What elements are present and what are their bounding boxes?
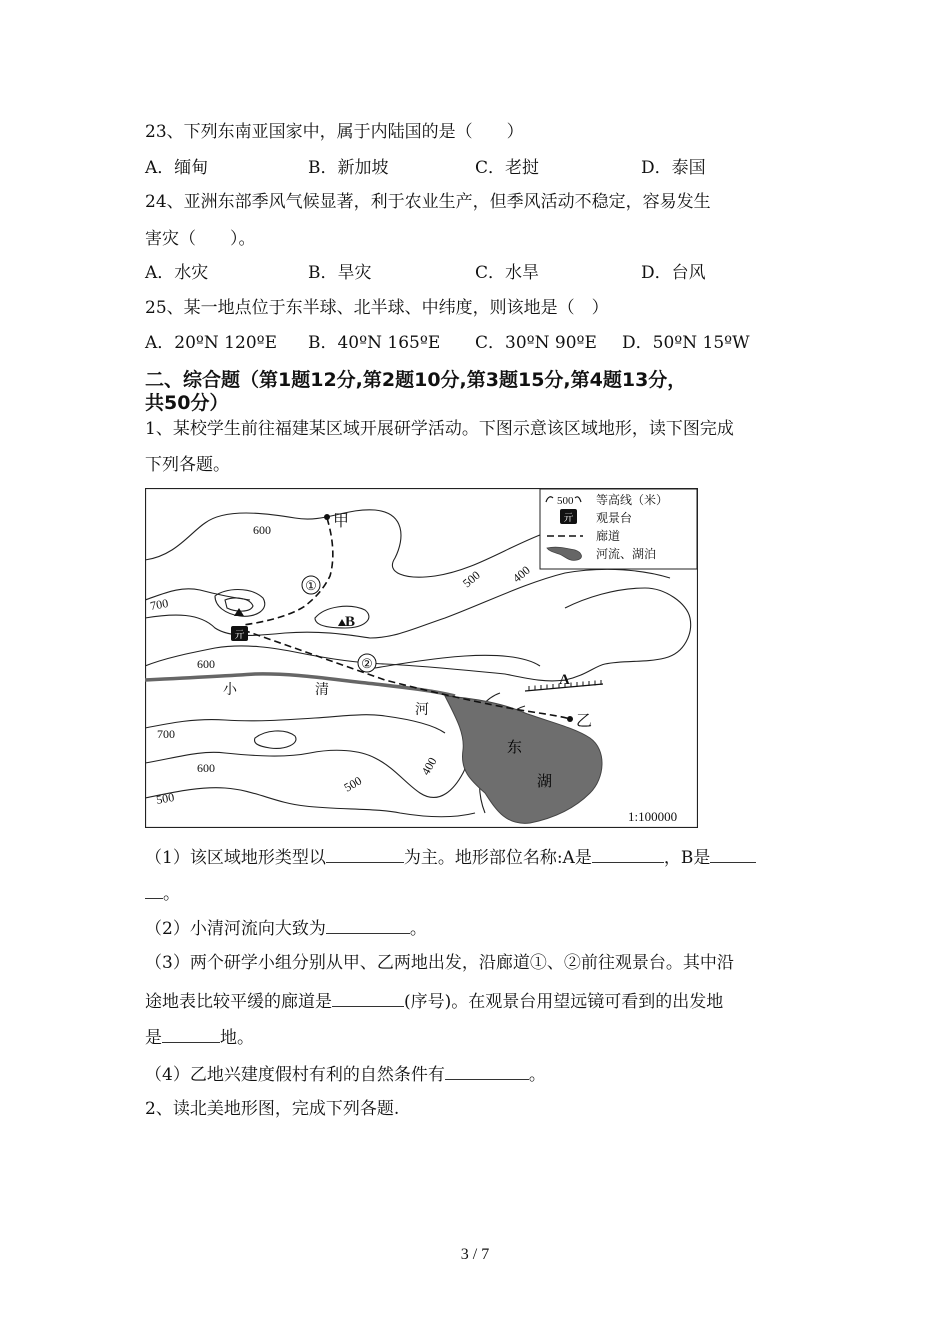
q24-option-b: B．旱灾 (308, 263, 372, 283)
sub4-part-b: 。 (528, 1065, 546, 1085)
river-name-char: 清 (315, 683, 329, 698)
contour-label: 500 (459, 568, 483, 591)
sub3-line1: （3）两个研学小组分别从甲、乙两地出发，沿廊道①、②前往观景台。其中沿 (145, 953, 734, 973)
q23-option-b: B．新加坡 (308, 158, 389, 178)
contour-label: 400 (509, 563, 533, 586)
q25-option-d: D．50ºN 15ºW (622, 333, 750, 353)
q25-stem: 25、某一地点位于东半球、北半球、中纬度，则该地是（ ） (145, 298, 609, 318)
sub3-line2 (145, 990, 723, 1013)
contour-label: 700 (149, 596, 170, 613)
point-yi (567, 716, 573, 722)
map-scale: 1:100000 (628, 809, 678, 824)
page-number: 3 / 7 (460, 1246, 490, 1263)
q23-option-c: C．老挝 (475, 158, 540, 178)
sub2-part-a: （2）小清河流向大致为 (145, 919, 326, 939)
q23-option-d: D．泰国 (641, 158, 706, 178)
legend-contour-value: 500 (557, 495, 574, 507)
q23-stem: 23、下列东南亚国家中，属于内陆国的是（ ） (145, 122, 524, 142)
sub2-part-b: 。 (409, 919, 427, 939)
q24-option-d: D．台风 (641, 263, 706, 283)
sub1-line2 (145, 882, 180, 905)
problem1-intro-line1: 1、某校学生前往福建某区域开展研学活动。下图示意该区域地形，读下图完成 (145, 419, 734, 439)
contour-label: 500 (341, 773, 365, 795)
lake-name-char: 东 (507, 740, 523, 756)
river-name-char: 河 (415, 703, 429, 718)
sub1-part-b: 为主。地形部位名称:A是 (403, 848, 592, 868)
contour-label: 500 (155, 790, 176, 807)
contour-label: 400 (418, 754, 440, 778)
legend-trail-label: 廊道 (596, 529, 621, 543)
contour-label: 600 (197, 657, 215, 671)
q25-option-b: B．40ºN 165ºE (308, 333, 441, 353)
sub1-part-a: （1）该区域地形类型以 (145, 848, 326, 868)
sub4-line (145, 1063, 546, 1086)
label-a: A (559, 672, 570, 688)
contour-label: 600 (253, 523, 271, 537)
label-jia: 甲 (333, 513, 350, 530)
sub2-line (145, 917, 427, 940)
sub3-blank-origin[interactable] (162, 1026, 220, 1043)
problem2-intro: 2、读北美地形图，完成下列各题. (145, 1099, 400, 1119)
sub1-part-c: ，B是 (663, 848, 711, 868)
sub1-part-d: 。 (163, 884, 180, 904)
q24-option-c: C．水旱 (475, 263, 540, 283)
q24-stem-line2: 害灾（ ）。 (145, 229, 256, 249)
sub4-part-a: （4）乙地兴建度假村有利的自然条件有 (145, 1065, 445, 1085)
section-title-line2: 共50分） (145, 392, 229, 414)
sub3-part-c: 是 (145, 1028, 162, 1048)
q25-option-c: C．30ºN 90ºE (475, 333, 597, 353)
q24-stem-line1: 24、亚洲东部季风气候显著，利于农业生产，但季风活动不稳定，容易发生 (145, 192, 711, 212)
sub3-blank-corridor[interactable] (332, 990, 404, 1007)
sub3-line3 (145, 1026, 254, 1049)
sub1-blank-b[interactable] (710, 846, 756, 863)
lake-name-char: 湖 (537, 774, 553, 790)
legend-contour-label: 等高线（米） (596, 493, 669, 507)
legend-water-label: 河流、湖泊 (596, 547, 657, 561)
sub4-blank[interactable] (445, 1063, 529, 1080)
viewing-platform-glyph: 亓 (234, 630, 245, 641)
sub2-blank[interactable] (326, 917, 410, 934)
topographic-map (145, 488, 698, 828)
contour-label: 600 (197, 761, 215, 775)
sub3-part-d: 地。 (220, 1028, 254, 1048)
section-title-line1: 二、综合题（第1题12分,第2题10分,第3题15分,第4题13分， (145, 369, 687, 391)
label-yi: 乙 (576, 713, 593, 730)
sub1-line1 (145, 846, 756, 869)
legend-platform-glyph: 亓 (563, 513, 574, 524)
sub3-part-a: 途地表比较平缓的廊道是 (145, 992, 332, 1012)
problem1-intro-line2: 下列各题。 (145, 455, 230, 475)
river-name-char: 小 (223, 683, 237, 698)
label-b: B (345, 614, 356, 630)
sub1-blank-terrain[interactable] (326, 846, 404, 863)
sub1-blank-a[interactable] (592, 846, 664, 863)
point-jia (324, 514, 330, 520)
q25-option-a: A．20ºN 120ºE (145, 333, 278, 353)
legend-platform-label: 观景台 (596, 511, 633, 525)
sub3-part-b: (序号)。在观景台用望远镜可看到的出发地 (404, 992, 724, 1012)
label-corridor-2: ② (361, 656, 373, 671)
q24-option-a: A．水灾 (145, 263, 209, 283)
contour-label: 700 (157, 727, 175, 741)
sub1-blank-b-cont[interactable] (145, 882, 163, 899)
label-corridor-1: ① (305, 578, 317, 593)
q23-option-a: A．缅甸 (145, 158, 209, 178)
